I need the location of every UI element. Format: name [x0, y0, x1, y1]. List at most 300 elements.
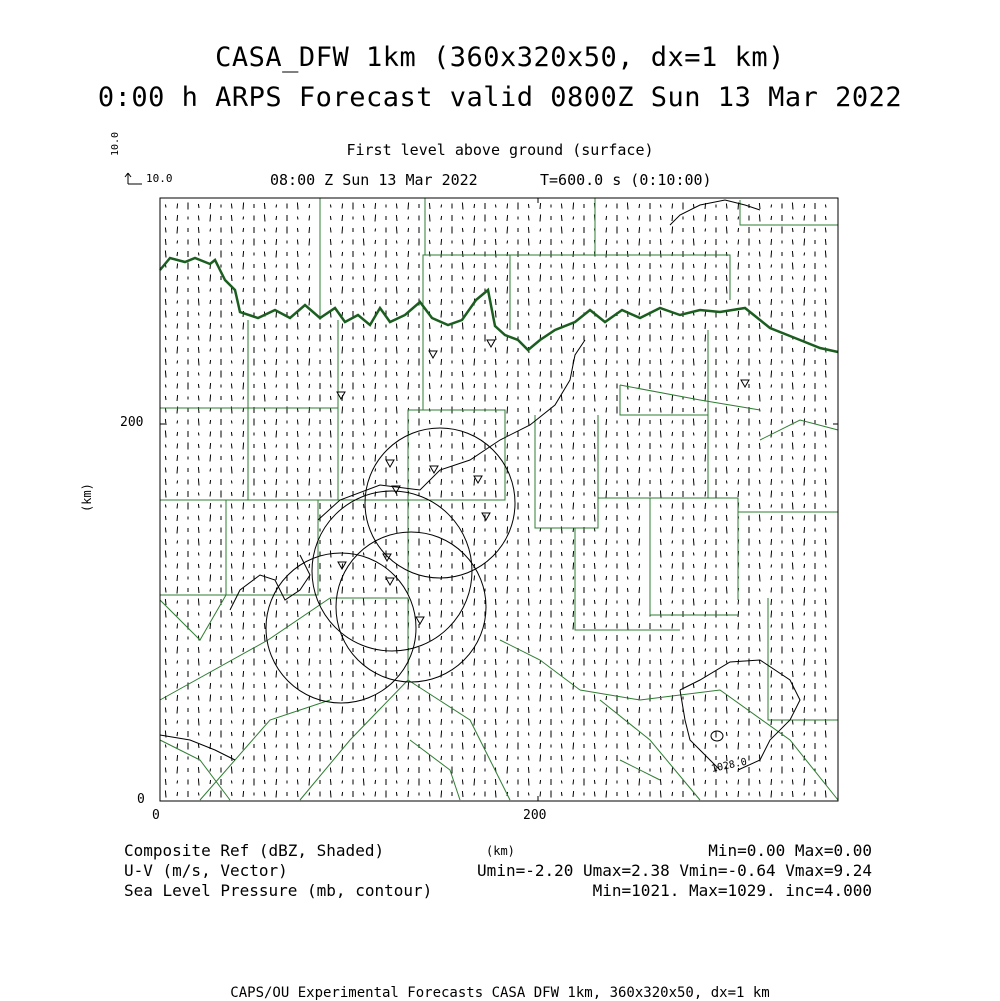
wind-vector: [540, 240, 541, 244]
wind-vector: [210, 312, 211, 317]
wind-vector: [276, 265, 277, 268]
wind-vector: [693, 419, 694, 426]
wind-vector: [639, 216, 640, 221]
wind-vector: [693, 564, 694, 568]
wind-vector: [297, 443, 298, 450]
wind-vector: [792, 228, 793, 232]
wind-vector: [408, 277, 409, 280]
wind-vector: [627, 708, 628, 712]
wind-vector: [594, 360, 595, 364]
wind-vector: [408, 757, 409, 760]
wind-vector: [396, 347, 397, 354]
wind-vector: [573, 528, 574, 532]
wind-vector: [606, 516, 607, 520]
wind-vector: [231, 612, 232, 616]
wind-vector: [738, 323, 739, 330]
wind-vector: [627, 551, 628, 557]
wind-vector: [474, 373, 475, 376]
wind-vector: [330, 251, 331, 258]
wind-vector: [396, 755, 397, 761]
wind-vector: [177, 384, 178, 389]
wind-vector: [396, 481, 397, 484]
wind-vector: [177, 421, 178, 424]
wind-vector: [408, 360, 409, 365]
wind-vector: [210, 649, 211, 652]
wind-vector: [507, 541, 508, 544]
wind-vector: [771, 325, 772, 328]
wind-vector: [243, 503, 244, 510]
wind-vector: [243, 517, 244, 520]
wind-vector: [606, 336, 607, 340]
wind-vector: [804, 264, 805, 268]
wind-vector: [474, 264, 475, 268]
wind-vector: [462, 540, 463, 545]
wind-vector: [672, 384, 673, 389]
wind-vector: [198, 624, 199, 628]
wind-vector: [738, 697, 739, 700]
wind-vector: [474, 433, 475, 436]
wind-vector: [825, 505, 826, 508]
wind-vector: [561, 721, 562, 724]
wind-vector: [462, 228, 463, 232]
wind-vector: [198, 696, 199, 701]
wind-vector: [177, 395, 178, 401]
wind-vector: [759, 649, 760, 652]
wind-vector: [198, 373, 199, 376]
wind-vector: [672, 215, 673, 221]
wind-vector: [408, 263, 409, 270]
wind-vector: [540, 360, 541, 364]
wind-vector: [726, 492, 727, 496]
wind-vector: [297, 277, 298, 280]
wind-vector: [297, 671, 298, 677]
wind-vector: [606, 445, 607, 448]
wind-vector: [528, 527, 529, 533]
wind-vector: [573, 300, 574, 305]
wind-vector: [309, 553, 310, 556]
wind-vector: [276, 768, 277, 773]
wind-vector: [693, 433, 694, 436]
wind-vector: [705, 552, 706, 557]
wind-vector: [573, 697, 574, 700]
wind-vector: [825, 588, 826, 593]
wind-vector: [165, 348, 166, 353]
wind-vector: [792, 600, 793, 605]
wind-vector: [528, 624, 529, 628]
wind-vector: [792, 517, 793, 520]
wind-vector: [594, 769, 595, 772]
wind-vector: [792, 611, 793, 617]
wind-vector: [726, 732, 727, 736]
wind-vector: [573, 648, 574, 652]
wind-vector: [738, 397, 739, 400]
wind-vector: [429, 335, 430, 342]
wind-vector: [759, 780, 760, 784]
wind-vector: [738, 708, 739, 712]
wind-vector: [264, 289, 265, 292]
wind-vector: [561, 395, 562, 401]
wind-vector: [342, 407, 343, 414]
wind-vector: [573, 420, 574, 425]
wind-vector: [792, 540, 793, 545]
wind-vector: [177, 781, 178, 784]
wind-vector: [804, 253, 805, 256]
wind-vector: [660, 685, 661, 688]
wind-vector: [396, 432, 397, 436]
wind-vector: [210, 335, 211, 342]
wind-vector: [429, 229, 430, 232]
wind-vector: [441, 276, 442, 280]
wind-vector: [561, 421, 562, 424]
wind-vector: [408, 288, 409, 292]
wind-vector: [165, 779, 166, 785]
wind-vector: [606, 625, 607, 628]
wind-vector: [210, 575, 211, 582]
wind-vector: [441, 431, 442, 438]
wind-vector: [243, 228, 244, 232]
wind-vector: [540, 589, 541, 592]
wind-vector: [540, 780, 541, 784]
wind-vector: [276, 625, 277, 628]
wind-vector: [363, 733, 364, 736]
wind-vector: [297, 337, 298, 340]
wind-vector: [462, 203, 463, 210]
wind-vector: [198, 313, 199, 316]
wind-vector: [528, 444, 529, 448]
wind-vector: [726, 564, 727, 569]
wind-vector: [198, 539, 199, 546]
wind-vector: [672, 492, 673, 496]
wind-vector: [660, 768, 661, 773]
wind-vector: [573, 637, 574, 640]
wind-vector: [198, 456, 199, 461]
wind-vector: [441, 731, 442, 738]
wind-vector: [474, 733, 475, 736]
wind-vector: [243, 731, 244, 737]
wind-vector: [474, 419, 475, 426]
wind-vector: [210, 289, 211, 292]
wind-vector: [276, 456, 277, 460]
wind-vector: [672, 635, 673, 641]
wind-vector: [528, 504, 529, 508]
wind-vector: [231, 527, 232, 534]
wind-vector: [297, 360, 298, 365]
wind-vector: [540, 409, 541, 412]
wind-vector: [441, 299, 442, 305]
wind-vector: [594, 349, 595, 352]
wind-vector: [264, 695, 265, 702]
wind-vector: [660, 265, 661, 268]
wind-vector: [825, 205, 826, 208]
wind-vector: [243, 251, 244, 257]
wind-vector: [594, 395, 595, 402]
wind-vector: [408, 780, 409, 785]
wind-vector: [528, 373, 529, 376]
wind-vector: [606, 588, 607, 593]
wind-vector: [495, 265, 496, 268]
wind-vector: [792, 648, 793, 652]
wind-vector: [396, 361, 397, 364]
wind-vector: [771, 419, 772, 425]
wind-vector: [693, 527, 694, 533]
wind-vector: [693, 576, 694, 581]
wind-vector: [309, 636, 310, 641]
wind-vector: [792, 348, 793, 352]
wind-vector: [705, 323, 706, 329]
wind-vector: [297, 528, 298, 532]
wind-vector: [165, 599, 166, 605]
wind-vector: [693, 684, 694, 688]
wind-vector: [330, 565, 331, 568]
wind-vector: [672, 241, 673, 244]
wind-vector: [264, 503, 265, 509]
wind-vector: [177, 515, 178, 521]
wind-vector: [495, 299, 496, 305]
wind-vector: [792, 528, 793, 532]
wind-vector: [792, 468, 793, 472]
wind-vector: [342, 781, 343, 784]
wind-vector: [705, 263, 706, 269]
wind-vector: [693, 227, 694, 233]
wind-vector: [309, 204, 310, 208]
wind-vector: [573, 457, 574, 460]
wind-vector: [330, 396, 331, 400]
wind-vector: [594, 529, 595, 532]
wind-vector: [429, 240, 430, 244]
wind-vector: [540, 672, 541, 677]
wind-vector: [177, 227, 178, 234]
wind-vector: [495, 539, 496, 545]
wind-vector: [342, 732, 343, 736]
wind-vector: [309, 719, 310, 726]
wind-vector: [243, 551, 244, 557]
wind-vector: [573, 217, 574, 220]
wind-vector: [243, 743, 244, 750]
wind-vector: [693, 456, 694, 461]
wind-vector: [825, 299, 826, 305]
wind-vector: [363, 719, 364, 726]
wind-vector: [660, 708, 661, 713]
wind-vector: [396, 275, 397, 281]
wind-vector: [573, 600, 574, 605]
wind-vector: [177, 275, 178, 281]
wind-vector: [363, 264, 364, 268]
wind-vector: [672, 264, 673, 269]
wind-vector: [330, 719, 331, 725]
wind-vector: [375, 623, 376, 629]
wind-vector: [429, 709, 430, 712]
wind-vector: [330, 336, 331, 340]
wind-vector: [705, 372, 706, 377]
wind-vector: [198, 239, 199, 246]
wind-vector: [759, 395, 760, 402]
wind-vector: [693, 696, 694, 701]
wind-vector: [825, 671, 826, 678]
wind-vector: [441, 325, 442, 328]
legend-stats-wind: Umin=-2.20 Umax=2.38 Vmin=-0.64 Vmax=9.24: [477, 861, 872, 880]
wind-vector: [825, 311, 826, 318]
wind-vector: [309, 456, 310, 461]
wind-vector: [639, 587, 640, 593]
wind-vector: [507, 324, 508, 329]
wind-vector: [606, 359, 607, 365]
wind-vector: [573, 251, 574, 257]
wind-vector: [177, 744, 178, 749]
wind-vector: [396, 407, 397, 414]
wind-vector: [759, 252, 760, 257]
wind-vector: [309, 647, 310, 653]
wind-vector: [825, 756, 826, 760]
wind-vector: [396, 732, 397, 736]
wind-vector: [474, 624, 475, 628]
wind-vector: [198, 779, 199, 786]
wind-vector: [759, 275, 760, 282]
wind-vector: [165, 288, 166, 293]
wind-vector: [825, 216, 826, 220]
wind-vector: [363, 624, 364, 628]
wind-vector: [825, 565, 826, 568]
wind-vector: [792, 563, 793, 570]
wind-vector: [759, 383, 760, 389]
wind-vector: [276, 216, 277, 220]
wind-vector: [441, 396, 442, 400]
wind-vector: [528, 719, 529, 726]
wind-vector: [705, 792, 706, 797]
wind-vector: [276, 419, 277, 425]
wind-vector: [771, 768, 772, 773]
wind-vector: [606, 528, 607, 533]
wind-vector: [408, 240, 409, 245]
wind-vector: [231, 215, 232, 221]
wind-vector: [540, 420, 541, 424]
wind-vector: [396, 647, 397, 654]
wind-vector: [177, 204, 178, 209]
wind-vector: [276, 599, 277, 605]
wind-vector: [672, 335, 673, 341]
wind-vector: [462, 240, 463, 245]
wind-vector: [330, 228, 331, 233]
wind-vector: [276, 551, 277, 558]
wind-vector: [363, 204, 364, 208]
wind-vector: [528, 684, 529, 688]
wind-vector: [264, 240, 265, 244]
wind-vector: [660, 671, 661, 678]
wind-vector: [705, 660, 706, 664]
wind-vector: [495, 648, 496, 653]
wind-vector: [726, 455, 727, 461]
wind-vector: [309, 707, 310, 713]
wind-vector: [165, 685, 166, 688]
wind-vector: [198, 253, 199, 256]
wind-vector: [771, 636, 772, 640]
wind-vector: [507, 407, 508, 414]
wind-vector: [396, 541, 397, 544]
wind-vector: [474, 336, 475, 341]
wind-vector: [396, 421, 397, 424]
wind-vector: [231, 781, 232, 784]
wind-vector: [309, 276, 310, 281]
wind-vector: [825, 419, 826, 425]
wind-vector: [363, 684, 364, 688]
wind-vector: [507, 732, 508, 736]
wind-vector: [375, 275, 376, 282]
wind-vector: [738, 251, 739, 257]
wind-vector: [243, 660, 244, 665]
wind-vector: [507, 721, 508, 724]
wind-vector: [738, 263, 739, 270]
wind-vector: [561, 781, 562, 784]
wind-vector: [825, 408, 826, 413]
wind-vector: [165, 708, 166, 713]
wind-vector: [264, 720, 265, 724]
wind-vector: [672, 732, 673, 736]
wind-vector: [726, 432, 727, 436]
wind-vector: [441, 565, 442, 568]
wind-vector: [738, 217, 739, 220]
wind-vector: [639, 733, 640, 736]
wind-vector: [705, 732, 706, 737]
wind-vector: [297, 503, 298, 510]
wind-vector: [573, 397, 574, 400]
wind-vector: [429, 660, 430, 664]
wind-vector: [363, 239, 364, 246]
wind-vector: [462, 288, 463, 292]
wind-vector: [573, 443, 574, 450]
wind-vector: [231, 432, 232, 436]
wind-vector: [210, 720, 211, 724]
wind-vector: [507, 755, 508, 761]
wind-vector: [561, 612, 562, 616]
wind-vector: [528, 227, 529, 233]
wind-vector: [177, 492, 178, 496]
wind-vector: [672, 467, 673, 474]
wind-vector: [429, 792, 430, 797]
wind-vector: [804, 744, 805, 748]
wind-vector: [561, 624, 562, 629]
wind-vector: [528, 396, 529, 401]
wind-vector: [693, 396, 694, 401]
wind-vector: [375, 480, 376, 484]
wind-vector: [210, 552, 211, 557]
wind-vector: [693, 204, 694, 208]
wind-vector: [363, 396, 364, 401]
wind-vector: [429, 275, 430, 282]
wind-vector: [210, 755, 211, 762]
wind-vector: [462, 611, 463, 617]
wind-vector: [627, 251, 628, 257]
wind-vector: [693, 659, 694, 666]
wind-vector: [507, 444, 508, 449]
wind-vector: [825, 708, 826, 713]
wind-vector: [297, 611, 298, 617]
wind-vector: [210, 600, 211, 604]
wind-vector: [276, 299, 277, 305]
wind-vector: [672, 707, 673, 714]
wind-vector: [561, 432, 562, 436]
wind-vector: [825, 768, 826, 773]
wind-vector: [627, 637, 628, 640]
wind-vector: [264, 275, 265, 282]
wind-vector: [375, 589, 376, 592]
title-line-1: CASA_DFW 1km (360x320x50, dx=1 km): [215, 42, 785, 73]
wind-vector: [309, 287, 310, 293]
wind-vector: [363, 407, 364, 413]
wind-vector: [363, 456, 364, 461]
wind-vector: [363, 553, 364, 556]
wind-vector: [705, 312, 706, 317]
wind-vector: [660, 719, 661, 725]
wind-vector: [441, 239, 442, 245]
